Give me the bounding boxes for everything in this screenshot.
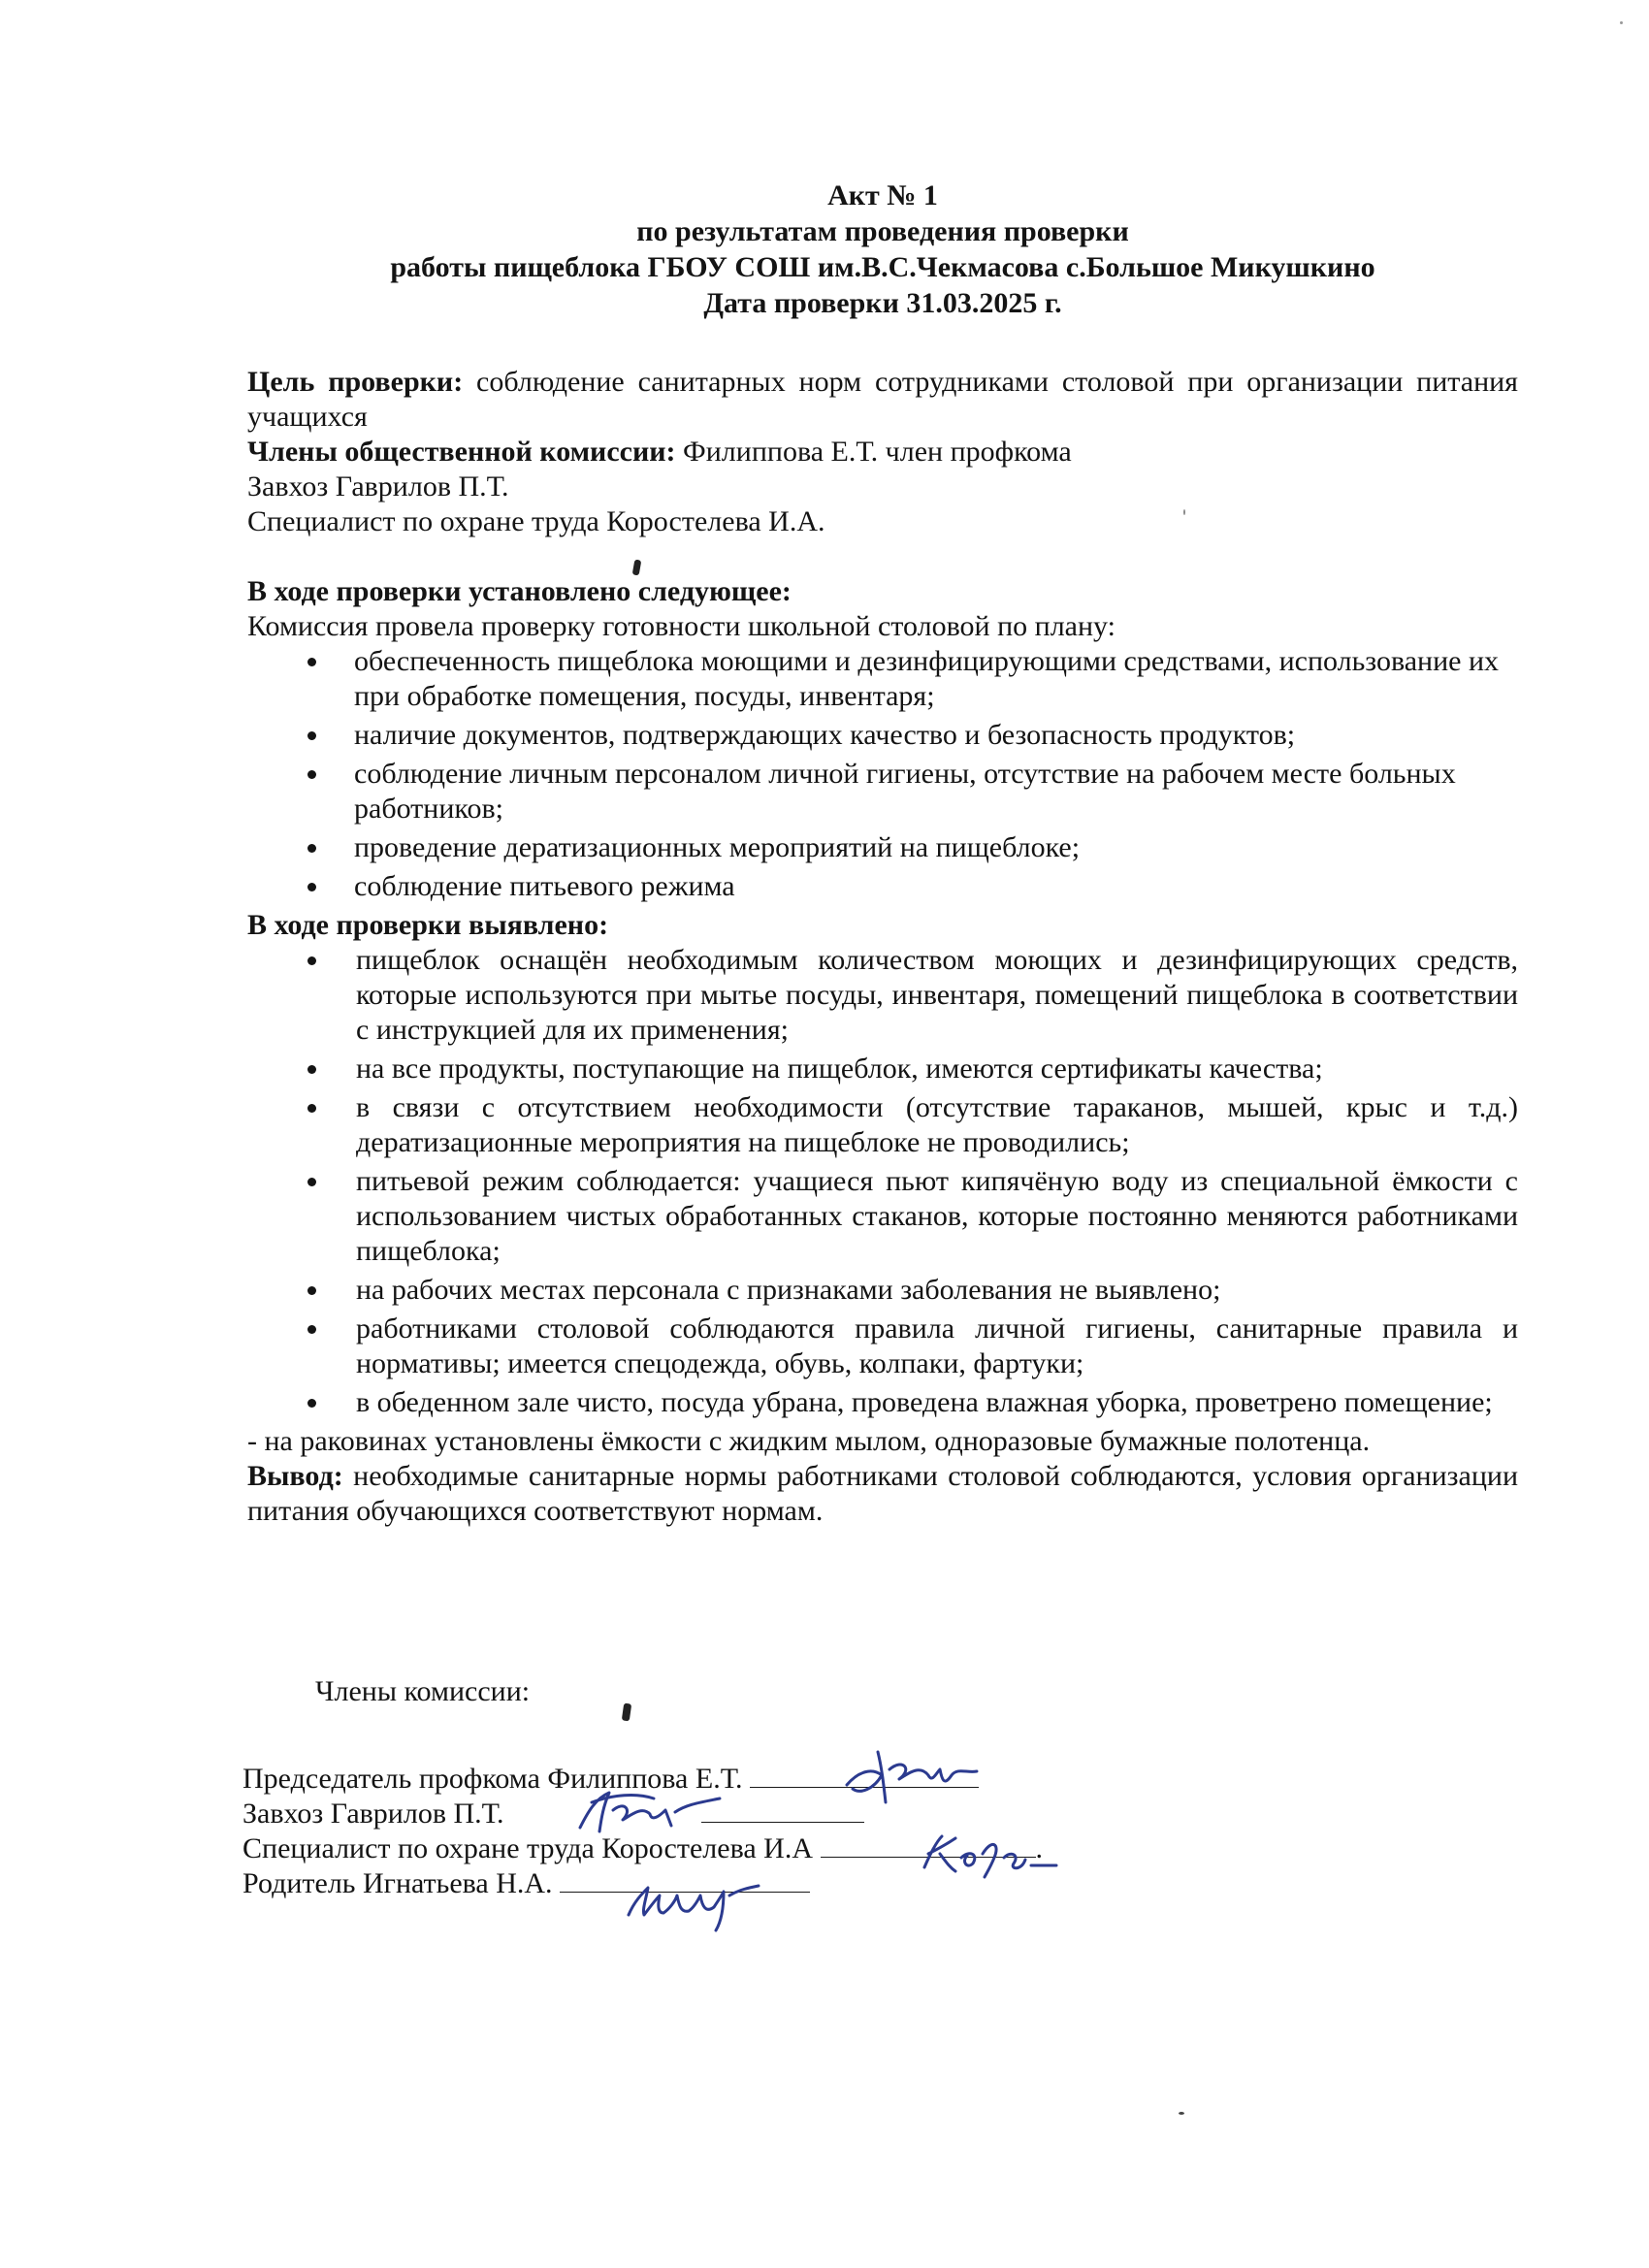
bullet-icon xyxy=(307,731,316,740)
list-item: соблюдение питьевого режима xyxy=(247,869,1518,904)
spacer xyxy=(242,1709,1212,1760)
signer-name: Родитель Игнатьева Н.А. xyxy=(242,1867,561,1899)
list-item: на рабочих местах персонала с признаками заболевания не выявлено; xyxy=(247,1273,1518,1308)
bullet-icon xyxy=(307,844,316,853)
scan-speck xyxy=(1183,509,1185,515)
members-label: Члены общественной комиссии: xyxy=(247,436,676,468)
goal-text: соблюдение санитарных норм сотрудниками столовой при организации питания учащихся xyxy=(247,366,1518,433)
list-item: в обеденном зале чисто, посуда убрана, проведена влажная уборка, проветрено помещение; xyxy=(247,1385,1518,1420)
bullet-icon xyxy=(307,1104,316,1113)
conclusion-paragraph xyxy=(247,1459,1518,1529)
document-title xyxy=(291,178,1474,321)
signer-name: Завхоз Гаврилов П.Т. xyxy=(242,1798,511,1830)
list-item: проведение дератизационных мероприятий на пищеблоке; xyxy=(247,830,1518,865)
members-text: Филиппова Е.Т. член профкома xyxy=(675,436,1072,468)
established-intro: Комиссия провела проверку готовности школьной столовой по плану: xyxy=(247,610,1116,642)
findings-heading: В ходе проверки выявлено: xyxy=(247,909,609,941)
goal-paragraph xyxy=(247,365,1518,435)
signature-parent-handwritten xyxy=(621,1872,766,1934)
bullet-icon xyxy=(307,883,316,891)
scan-speck xyxy=(1179,2112,1184,2115)
signature-safety-handwritten xyxy=(917,1829,1062,1879)
bullet-icon xyxy=(307,1286,316,1295)
signer-name: Специалист по охране труда Коростелева И.А xyxy=(242,1832,821,1864)
list-item: питьевой режим соблюдается: учащиеся пьют кипячёную воду из специальной ёмкости с использованием чистых обработанных стаканов, которые постоянно меняются работниками пищеблока; xyxy=(247,1164,1518,1269)
signature-caretaker-handwritten xyxy=(574,1783,739,1841)
list-item: работниками столовой соблюдаются правила личной гигиены, санитарные правила и нормативы; имеется спецодежда, обувь, колпаки, фартуки; xyxy=(247,1312,1518,1381)
bullet-icon xyxy=(307,1065,316,1074)
document-body xyxy=(247,365,1518,1529)
established-heading: В ходе проверки установлено следующее: xyxy=(247,575,792,607)
dash-item: - на раковинах установлены ёмкости с жидким мылом, одноразовые бумажные полотенца. xyxy=(247,1425,1371,1457)
members-line-2: Завхоз Гаврилов П.Т. xyxy=(247,470,509,502)
bullet-icon xyxy=(307,1399,316,1408)
inspection-date: Дата проверки 31.03.2025 г. xyxy=(703,287,1062,319)
findings-list xyxy=(247,943,1518,1420)
act-number: Акт № 1 xyxy=(827,179,938,211)
conclusion-text: необходимые санитарные нормы работниками столовой соблюдаются, условия организации питания обучающихся соответствуют нормам. xyxy=(247,1460,1518,1527)
signature-chair-handwritten xyxy=(839,1746,985,1808)
scan-speck xyxy=(1620,21,1623,24)
act-subtitle: по результатам проведения проверки xyxy=(636,215,1129,247)
list-item: пищеблок оснащён необходимым количеством моющих и дезинфицирующих средств, которые используются при мытье посуды, инвентаря, помещений пищеблока в соответствии с инструкцией для их применения; xyxy=(247,943,1518,1048)
list-item: на все продукты, поступающие на пищеблок, имеются сертификаты качества; xyxy=(247,1052,1518,1086)
list-item: обеспеченность пищеблока моющими и дезинфицирующими средствами, использование их при обработке помещения, посуды, инвентаря; xyxy=(247,644,1518,714)
spacer xyxy=(247,539,1518,574)
list-item: в связи с отсутствием необходимости (отсутствие тараканов, мышей, крыс и т.д.) дератизационные мероприятия на пищеблоке не проводились; xyxy=(247,1090,1518,1160)
bullet-icon xyxy=(307,1325,316,1334)
established-list xyxy=(247,644,1518,904)
list-item: наличие документов, подтверждающих качество и безопасность продуктов; xyxy=(247,718,1518,753)
conclusion-label: Вывод: xyxy=(247,1460,343,1492)
bullet-icon xyxy=(307,770,316,779)
list-item: соблюдение личным персоналом личной гигиены, отсутствие на рабочем месте больных работников; xyxy=(247,757,1518,826)
goal-label: Цель проверки: xyxy=(247,366,464,398)
signatures-heading: Члены комиссии: xyxy=(315,1675,531,1707)
act-object: работы пищеблока ГБОУ СОШ им.В.С.Чекмасова с.Большое Микушкино xyxy=(390,251,1375,283)
bullet-icon xyxy=(307,1178,316,1186)
bullet-icon xyxy=(307,658,316,666)
signature-trail: . xyxy=(1035,1832,1043,1864)
members-line-3: Специалист по охране труда Коростелева И.А. xyxy=(247,505,825,537)
bullet-icon xyxy=(307,956,316,965)
members-paragraph xyxy=(247,435,1518,470)
signer-name: Председатель профкома Филиппова Е.Т. xyxy=(242,1763,751,1795)
